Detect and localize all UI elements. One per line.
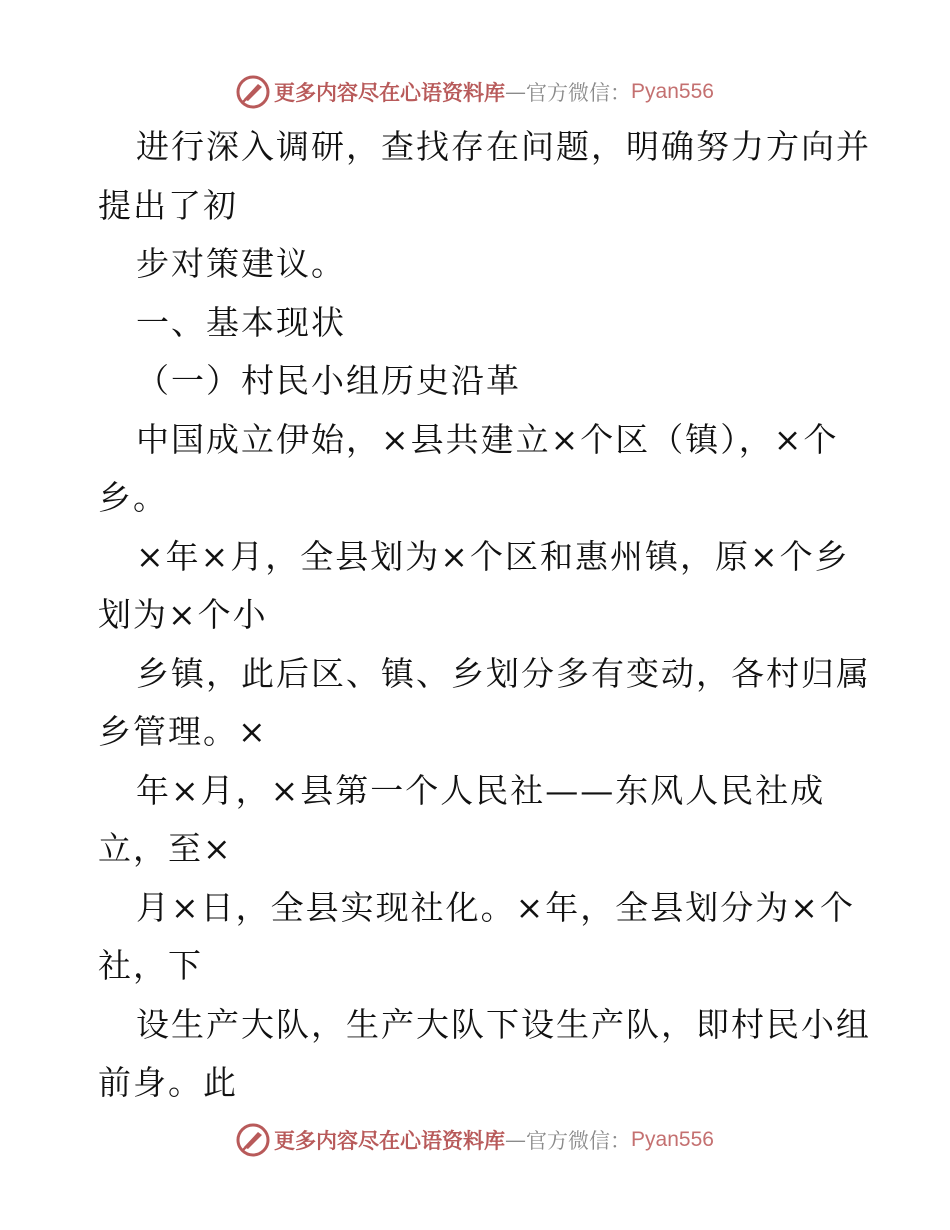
quill-logo-icon bbox=[236, 75, 270, 109]
text-line: 年×月，×县第一个人民社——东风人民社成 bbox=[136, 770, 826, 810]
watermark-separator: — bbox=[505, 80, 527, 104]
document-body bbox=[98, 118, 871, 1113]
watermark-sub-text: 官方微信： bbox=[526, 1129, 632, 1153]
watermark-sub-text: 官方微信： bbox=[526, 81, 632, 105]
text-line: 乡。 bbox=[98, 478, 168, 517]
quill-logo-icon bbox=[236, 1123, 270, 1157]
text-line: 乡镇，此后区、镇、乡划分多有变动，各村归属 bbox=[136, 653, 871, 693]
text-line: 立，至× bbox=[98, 829, 233, 868]
text-line: 前身。此 bbox=[98, 1063, 238, 1102]
text-line: （一）村民小组历史沿革 bbox=[136, 361, 521, 400]
text-line: 划为×个小 bbox=[98, 595, 268, 634]
text-line: 设生产大队，生产大队下设生产队，即村民小组 bbox=[136, 1004, 871, 1044]
text-line: 月×日，全县实现社化。×年，全县划分为×个 bbox=[136, 887, 855, 927]
watermark-id: Pyan556 bbox=[631, 1128, 714, 1151]
text-line: ×年×月，全县划为×个区和惠州镇，原×个乡 bbox=[136, 536, 850, 576]
text-line: 提出了初 bbox=[98, 185, 238, 225]
text-line: 社，下 bbox=[98, 946, 203, 985]
watermark-main-text: 更多内容尽在心语资料库 bbox=[274, 1128, 506, 1153]
text-line: 中国成立伊始，×县共建立×个区（镇），×个 bbox=[136, 419, 839, 459]
text-line: 乡管理。× bbox=[98, 712, 268, 751]
watermark-main-text: 更多内容尽在心语资料库 bbox=[274, 80, 506, 105]
watermark-footer bbox=[0, 1118, 950, 1162]
watermark-header bbox=[0, 70, 950, 114]
text-line: 进行深入调研，查找存在问题，明确努力方向并 bbox=[136, 127, 871, 166]
text-line: 步对策建议。 bbox=[136, 244, 346, 283]
watermark-id: Pyan556 bbox=[631, 80, 714, 103]
text-line: 一、基本现状 bbox=[136, 302, 346, 342]
watermark-separator: — bbox=[505, 1128, 527, 1152]
